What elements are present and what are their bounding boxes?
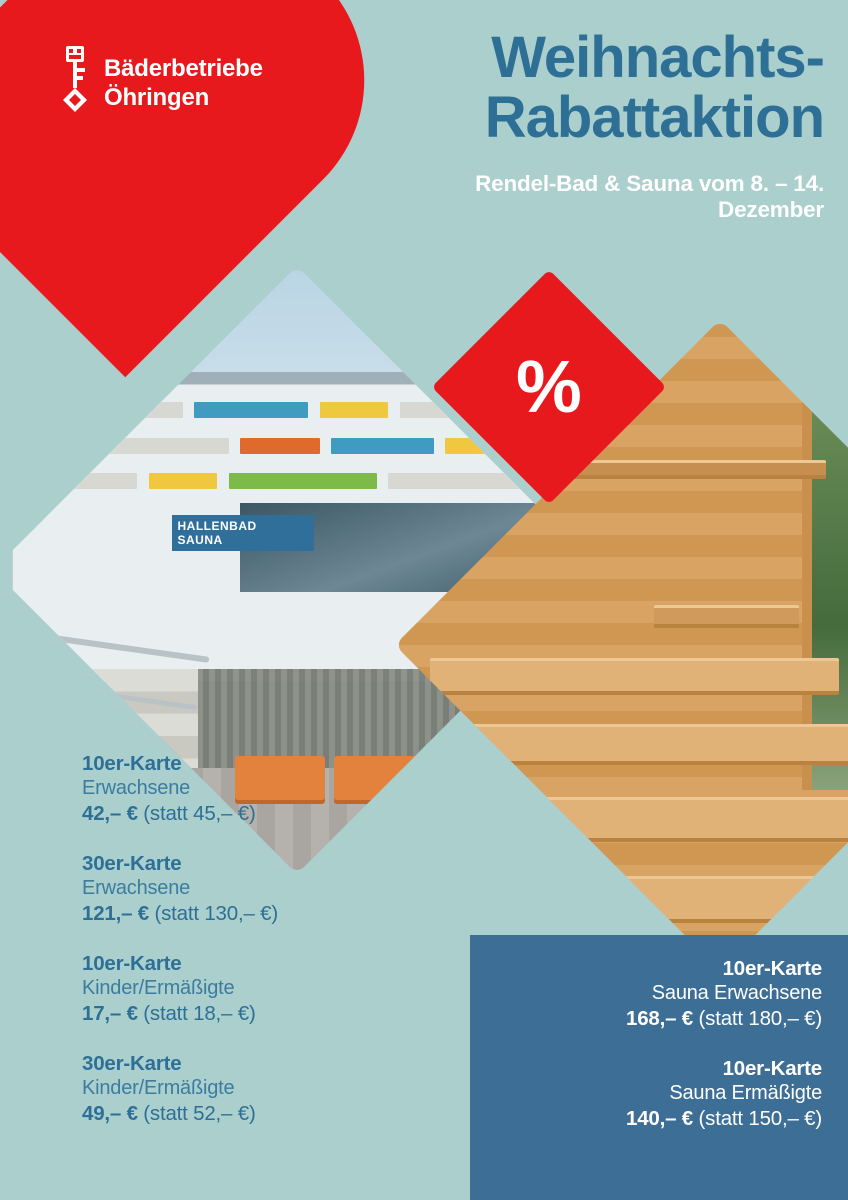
price-group: Erwachsene: [82, 777, 191, 799]
price-new: 140,– €: [626, 1107, 694, 1130]
price-item: [82, 952, 462, 1026]
price-amount: [82, 1102, 462, 1126]
price-old: (statt 45,– €): [143, 802, 256, 825]
price-list-bad: [82, 752, 462, 1152]
price-title: 10er-Karte: [722, 957, 822, 980]
price-old: (statt 18,– €): [143, 1002, 256, 1025]
price-group: Erwachsene: [82, 877, 191, 899]
price-amount: [492, 1107, 822, 1131]
sauna-bench-bottom: [395, 876, 848, 923]
price-list-sauna: [470, 935, 848, 1200]
sign-line-2: SAUNA: [177, 532, 223, 547]
sign-line-1: HALLENBAD: [177, 518, 257, 533]
price-group: Kinder/Ermäßigte: [82, 977, 235, 999]
sauna-bench-lower: [403, 797, 848, 842]
price-new: 121,– €: [82, 902, 149, 925]
price-amount: [82, 1002, 462, 1026]
percent-symbol: %: [516, 345, 582, 428]
price-amount: [82, 902, 462, 926]
price-old: (statt 180,– €): [698, 1007, 822, 1030]
price-item: [82, 752, 462, 826]
price-title: 10er-Karte: [722, 1057, 822, 1080]
sauna-bench-upper: [430, 658, 839, 695]
title-line-2: Rabattaktion: [484, 85, 824, 151]
logo-text: [104, 54, 263, 113]
price-old: (statt 130,– €): [154, 902, 278, 925]
logo: [58, 38, 328, 128]
price-title: 10er-Karte: [82, 952, 182, 975]
logo-line-2: Öhringen: [104, 84, 210, 111]
headline-block: [380, 25, 824, 223]
price-item: [82, 1052, 462, 1126]
price-title: 30er-Karte: [82, 852, 182, 875]
price-old: (statt 150,– €): [698, 1107, 822, 1130]
price-title: 10er-Karte: [82, 752, 182, 775]
price-item: [492, 1057, 822, 1131]
building-sign: [172, 515, 315, 551]
price-amount: [492, 1007, 822, 1031]
price-new: 42,– €: [82, 802, 138, 825]
price-title: 30er-Karte: [82, 1052, 182, 1075]
title-line-1: Weihnachts-: [491, 25, 824, 90]
price-new: 168,– €: [626, 1007, 694, 1030]
price-new: 49,– €: [82, 1102, 138, 1125]
price-group: Kinder/Ermäßigte: [82, 1077, 235, 1099]
price-old: (statt 52,– €): [143, 1102, 256, 1125]
price-new: 17,– €: [82, 1002, 138, 1025]
price-item: [492, 957, 822, 1031]
price-amount: [82, 802, 462, 826]
key-icon: [58, 44, 92, 122]
sauna-bench-mid: [416, 724, 848, 765]
sauna-headrest: [654, 605, 799, 628]
page-title: [380, 25, 824, 151]
price-group: Sauna Ermäßigte: [669, 1082, 822, 1104]
subtitle: Rendel-Bad & Sauna vom 8. – 14. Dezember: [475, 170, 824, 222]
logo-line-1: Bäderbetriebe: [104, 54, 263, 82]
price-group: Sauna Erwachsene: [651, 982, 822, 1004]
price-item: [82, 852, 462, 926]
